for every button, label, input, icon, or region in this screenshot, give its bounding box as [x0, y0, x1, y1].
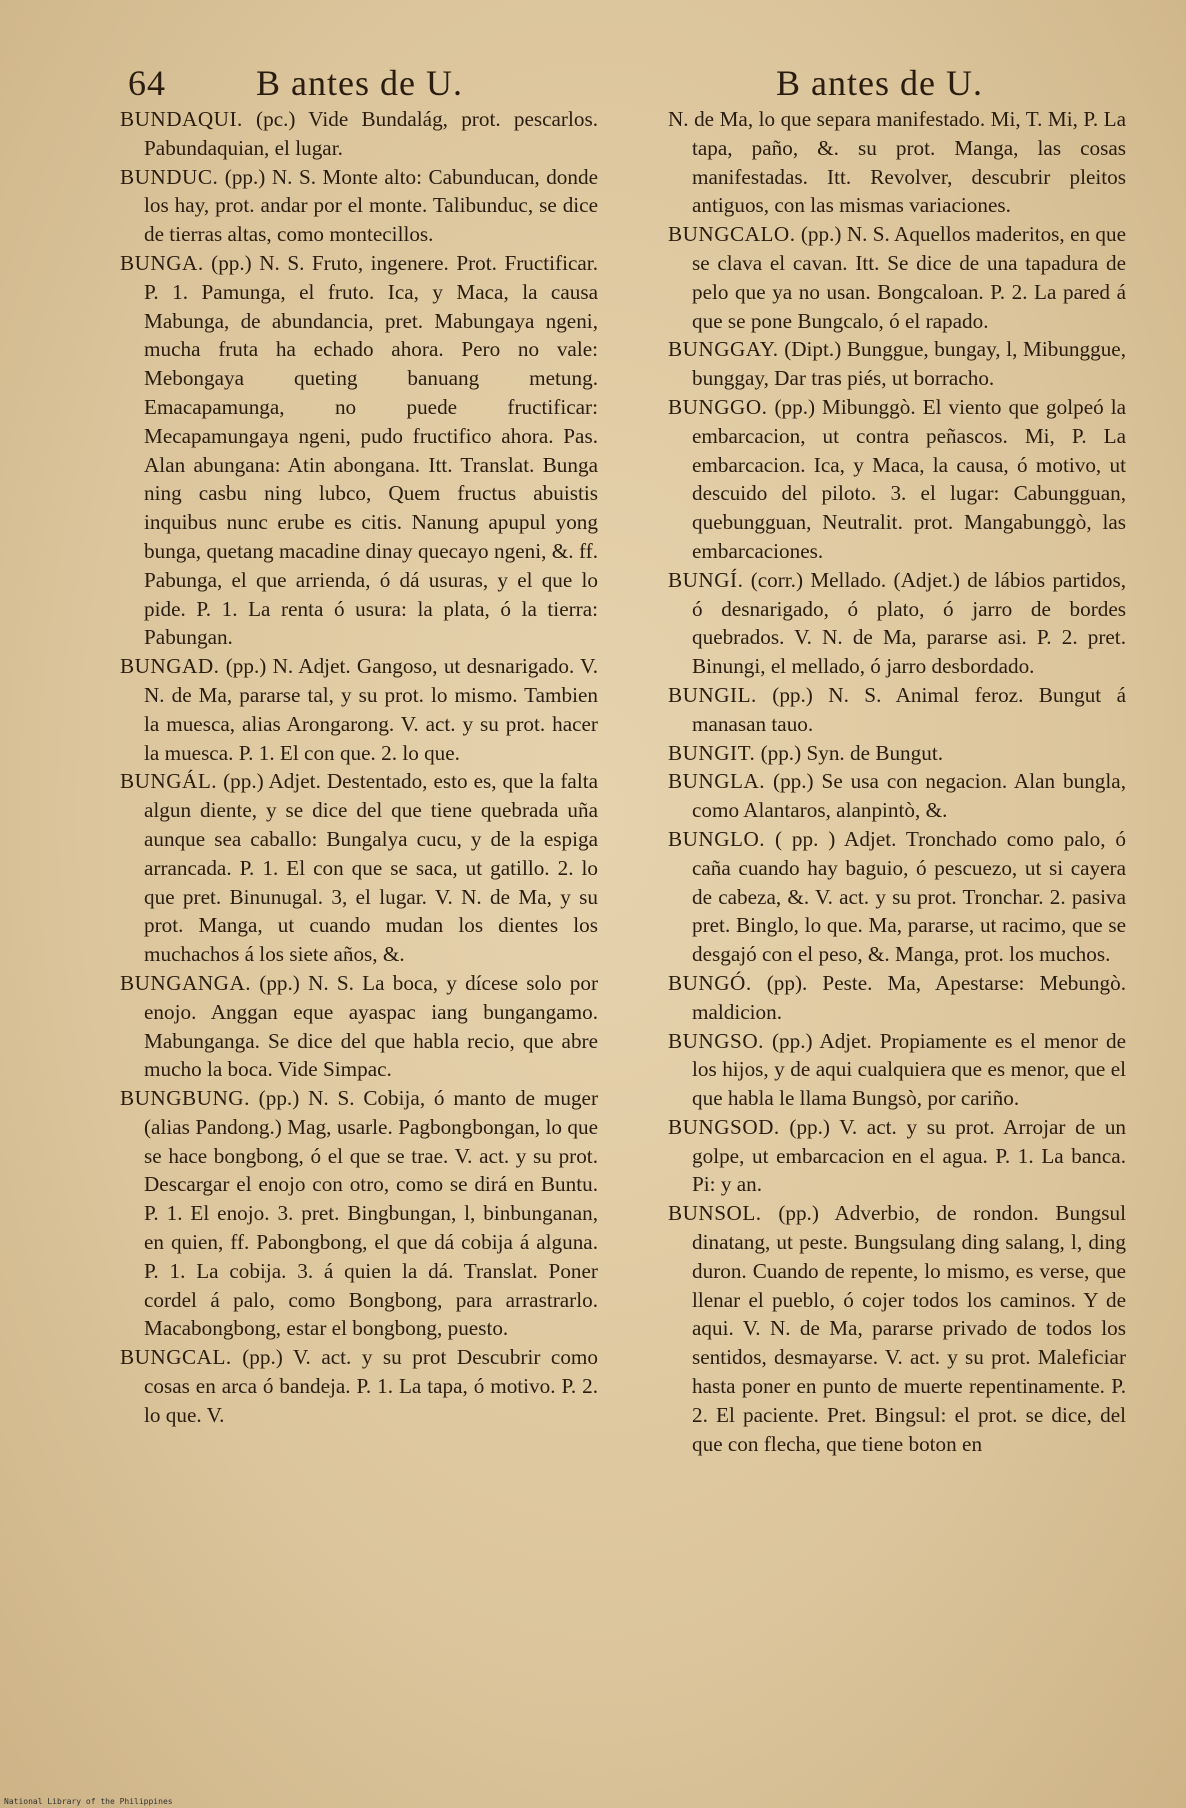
- entry-definition: (pp.) N. Adjet. Gangoso, ut desnarigado. V. N. de Ma, pararse tal, y su prot. lo mismo. Tambien la muesca, alias Arongarong. V. act. y su prot. hacer la muesca. P. 1. El con que. 2. lo que.: [144, 654, 598, 765]
- page-number: 64: [128, 63, 166, 103]
- dictionary-entry: [668, 335, 1126, 393]
- entry-definition: (pp.) N. S. Monte alto: Cabunducan, donde los hay, prot. andar por el monte. Talibunduc, se dice de tierras altas, como montecillos.: [144, 164, 598, 247]
- entry-definition: ( pp. ) Adjet. Tronchado como palo, ó caña cuando hay baguio, ó pescuezo, ut si cayera de cabeza, &. V. act. y su prot. Tronchar. 2. pasiva pret. Binglo, lo que. Ma, pararse, ut racimo, que se desgajó con el peso, &. Manga, prot. los muchos.: [692, 826, 1127, 967]
- entry-definition: (pp.) Adjet. Destentado, esto es, que la falta algun diente, y se dice del que tiene quebrada uña aunque sea caballo: Bungalya cucu, y de la espiga arrancada. P. 1. El con que se saca, ut gatillo. 2. lo que pret. Binunugal. 3, el lugar. V. N. de Ma, y su prot. Manga, ut cuando mudan los dientes los muchachos á los siete años, &.: [144, 769, 599, 967]
- dictionary-entry: [120, 969, 598, 1084]
- entry-headword: BUNGGO.: [668, 394, 768, 419]
- entry-definition: (pp.) N. S. Fruto, ingenere. Prot. Fructificar. P. 1. Pamunga, el fruto. Ica, y Maca, la causa Mabunga, de abundancia, pret. Mabungaya ngeni, mucha fruta ha echado ahora. Pero no vale: Mebongaya queting banuang metung. Emacapamunga, no puede fructificar: Mecapamungaya ngeni, pudo fructifico ahora. Pas. Alan abungana: Atin abongana. Itt. Translat. Bunga ning casbu ning lubco, Quem fructus abuistis inquibus nunc erube es citis. Nanung apupul yong bunga, quetang macadine dinay quecayo ngeni, &. ff. Pabunga, el que arrienda, ó dá usuras, y el que lo pide. P. 1. La renta ó usura: la plata, ó la tierra: Pabungan.: [144, 250, 598, 650]
- entry-headword: BUNGÁL.: [120, 769, 218, 794]
- entry-definition: (pp.) N. S. Cobija, ó manto de muger (alias Pandong.) Mag, usarle. Pagbongbongan, lo que se hace bongbong, ó el que se trae. V. act. y su prot. Descargar el enojo con otro, como se dirá en Buntu. P. 1. El enojo. 3. pret. Bingbungan, l, binbunganan, en quien, ff. Pabongbong, el que dá cobija á alguna. P. 1. La cobija. 3. á quien la dá. Translat. Poner cordel á palo, como Bongbong, para arrastrarlo. Macabongbong, estar el bongbong, puesto.: [144, 1086, 598, 1341]
- entry-definition: (pp.) N. S. La boca, y dícese solo por enojo. Anggan eque ayaspac iang bungangamo. Mabunganga. Se dice del que habla recio, que abre mucho la boca. Vide Simpac.: [144, 970, 598, 1082]
- entry-definition: (pp.) V. act. y su prot. Arrojar de un golpe, ut embarcacion en el agua. P. 1. La banca. Pi: y an.: [692, 1114, 1127, 1197]
- dictionary-entry: [668, 681, 1126, 739]
- entry-definition: (pp.) Syn. de Bungut.: [760, 740, 944, 765]
- dictionary-entry: [668, 393, 1126, 566]
- entry-definition: N. de Ma, lo que separa manifestado. Mi, T. Mi, P. La tapa, paño, &. su prot. Manga, las cosas manifestadas. Itt. Revolver, descubrir pleitos antiguos, con las mismas variaciones.: [668, 107, 1126, 218]
- entry-definition: (pp.) Adverbio, de rondon. Bungsul dinatang, ut peste. Bungsulang ding salang, l, ding duron. Cuando de repente, lo mismo, es verse, que llenar el pueblo, ó cojer todos los caminos. Y de aqui. V. N. de Ma, pararse privado de todos los sentidos, desmayarse. V. act. y su prot. Maleficiar hasta poner en punto de muerte repentinamente. P. 2. El paciente. Pret. Bingsul: el prot. se dice, del que con flecha, que tiene boton en: [692, 1201, 1127, 1456]
- entry-definition: (pp.) N. S. Animal feroz. Bungut á manasan tauo.: [692, 682, 1127, 736]
- dictionary-entry: [668, 566, 1126, 681]
- dictionary-entry: [668, 767, 1126, 825]
- dictionary-entry: [120, 1343, 598, 1429]
- left-running-head: B antes de U.: [256, 63, 463, 103]
- entry-definition: (pc.) Vide Bundalág, prot. pescarlos. Pabundaquian, el lugar.: [144, 107, 598, 160]
- footer-credit: National Library of the Philippines: [4, 1797, 173, 1806]
- entry-definition: (pp.) Mibunggò. El viento que golpeó la embarcacion, ut contra peñascos. Mi, P. La embarcacion. Ica, y Maca, la causa, ó motivo, ut descuido del piloto. 3. el lugar: Cabungguan, quebungguan, Neutralit. prot. Mangabunggò, las embarcaciones.: [692, 394, 1127, 563]
- entry-headword: BUNGLO.: [668, 826, 766, 851]
- dictionary-entry: [668, 1199, 1126, 1458]
- dictionary-entry: [668, 825, 1126, 969]
- entry-definition: (pp). Peste. Ma, Apestarse: Mebungò. maldicion.: [692, 970, 1127, 1024]
- entry-headword: BUNGÓ.: [668, 970, 752, 995]
- dictionary-entry: [120, 163, 598, 249]
- dictionary-entry: [120, 105, 598, 163]
- entry-headword: BUNGAD.: [120, 654, 220, 679]
- dictionary-entry: [668, 969, 1126, 1027]
- entry-headword: BUNSOL.: [668, 1201, 762, 1226]
- entry-headword: BUNGSOD.: [668, 1114, 780, 1139]
- entry-definition: (Dipt.) Bunggue, bungay, l, Mibunggue, bunggay, Dar tras piés, ut borracho.: [692, 337, 1127, 391]
- left-column: [120, 105, 598, 1430]
- entry-headword: BUNGANGA.: [120, 970, 252, 995]
- entry-headword: BUNDUC.: [120, 164, 219, 189]
- dictionary-entry: [120, 767, 598, 969]
- dictionary-entry: [668, 1113, 1126, 1199]
- entry-definition: (corr.) Mellado. (Adjet.) de lábios partidos, ó desnarigado, ó plato, ó jarro de bordes quebrados. V. N. de Ma, pararse asi. P. 2. pret. Binungi, el mellado, ó jarro desbordado.: [692, 567, 1127, 679]
- right-running-head: B antes de U.: [776, 63, 983, 103]
- dictionary-entry: [668, 220, 1126, 335]
- entry-definition: (pp.) N. S. Aquellos maderitos, en que se clava el cavan. Itt. Se dice de una tapadura de pelo que ya no usan. Bongcaloan. P. 2. La pared á que se pone Bungcalo, ó el rapado.: [692, 222, 1127, 333]
- entry-headword: BUNGSO.: [668, 1028, 764, 1053]
- dictionary-entry: [668, 739, 1126, 768]
- dictionary-entry: [120, 249, 598, 652]
- dictionary-entry: [120, 1084, 598, 1343]
- entry-headword: BUNGLA.: [668, 769, 766, 794]
- entry-headword: BUNGA.: [120, 250, 204, 275]
- entry-headword: BUNGÍ.: [668, 567, 744, 592]
- entry-headword: BUNDAQUI.: [120, 107, 243, 131]
- entry-definition: (pp.) V. act. y su prot Descubrir como cosas en arca ó bandeja. P. 1. La tapa, ó motivo. P. 2. lo que. V.: [144, 1345, 599, 1427]
- dictionary-entry: [120, 652, 598, 767]
- entry-headword: BUNGCAL.: [120, 1345, 232, 1370]
- entry-headword: BUNGBUNG.: [120, 1086, 250, 1111]
- dictionary-entry: [668, 1027, 1126, 1113]
- entry-headword: BUNGCALO.: [668, 222, 796, 247]
- entry-headword: BUNGIL.: [668, 682, 757, 707]
- dictionary-entry: [668, 105, 1126, 220]
- entry-definition: (pp.) Se usa con negacion. Alan bungla, como Alantaros, alanpintò, &.: [692, 769, 1126, 823]
- entry-headword: BUNGGAY.: [668, 337, 779, 362]
- entry-definition: (pp.) Adjet. Propiamente es el menor de los hijos, y de aqui cualquiera que es menor, que el que habla le llama Bungsò, por cariño.: [692, 1028, 1127, 1111]
- entry-headword: BUNGIT.: [668, 740, 756, 765]
- right-column: [668, 105, 1126, 1458]
- left-page-header: [128, 62, 463, 104]
